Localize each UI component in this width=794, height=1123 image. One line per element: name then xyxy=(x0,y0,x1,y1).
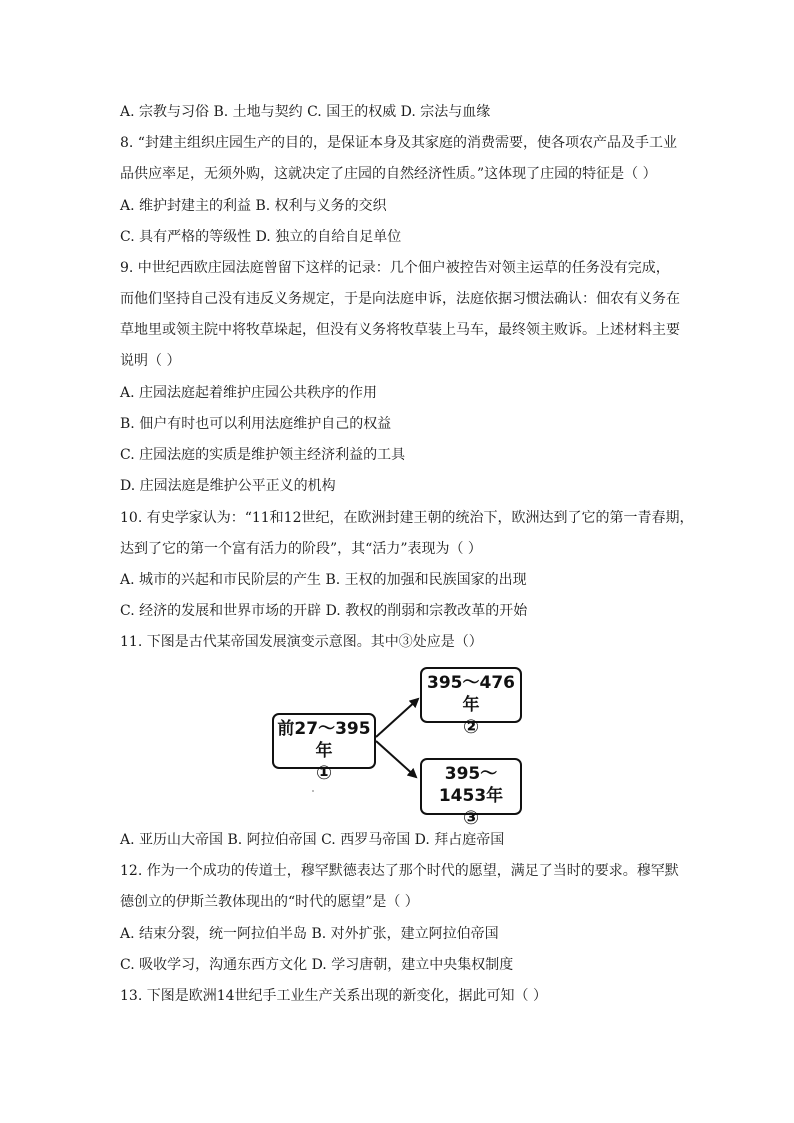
q10-options-cd: C. 经济的发展和世界市场的开辟 D. 教权的削弱和宗教改革的开始 xyxy=(120,603,528,619)
q9-stem-line3: 草地里或领主院中将牧草垛起，但没有义务将牧草装上马车，最终领主败诉。上述材料主要 xyxy=(120,322,680,338)
q7-options: A. 宗教与习俗 B. 土地与契约 C. 国王的权威 D. 宗法与血缘 xyxy=(120,104,491,120)
q9-option-d: D. 庄园法庭是维护公平正义的机构 xyxy=(120,478,336,494)
q9-stem-line2: 而他们坚持自己没有违反义务规定，于是向法庭申诉，法庭依据习惯法确认：佃农有义务在 xyxy=(120,291,680,307)
q9-option-c: C. 庄园法庭的实质是维护领主经济利益的工具 xyxy=(120,447,406,463)
q10-options-ab: A. 城市的兴起和市民阶层的产生 B. 王权的加强和民族国家的出现 xyxy=(120,572,527,588)
q13-stem: 13. 下图是欧洲14世纪手工业生产关系出现的新变化，据此可知（ ） xyxy=(120,988,547,1004)
diagram-box-3 xyxy=(420,758,522,829)
q10-stem-line2: 达到了它的第一个富有活力的阶段”，其“活力”表现为（ ） xyxy=(120,541,482,557)
q9-stem-line4: 说明（ ） xyxy=(120,353,181,369)
q8-options-ab: A. 维护封建主的利益 B. 权利与义务的交织 xyxy=(120,198,387,214)
box1-years: 前27～395年 xyxy=(277,719,371,761)
box1-mark: ① xyxy=(315,762,333,784)
q9-option-a: A. 庄园法庭起着维护庄园公共秩序的作用 xyxy=(120,385,378,401)
q12-stem-line1: 12. 作为一个成功的传道士，穆罕默德表达了那个时代的愿望，满足了当时的要求。穆罕默 xyxy=(120,863,679,879)
arrow-to-box3 xyxy=(376,741,416,777)
q11-options: A. 亚历山大帝国 B. 阿拉伯帝国 C. 西罗马帝国 D. 拜占庭帝国 xyxy=(120,832,505,848)
q12-options-ab: A. 结束分裂，统一阿拉伯半岛 B. 对外扩张，建立阿拉伯帝国 xyxy=(120,926,499,942)
q10-stem-line1: 10. 有史学家认为：“11和12世纪，在欧洲封建王朝的统治下，欧洲达到了它的第一青春期， xyxy=(120,510,694,526)
diagram-box-1 xyxy=(272,713,376,784)
scan-speck xyxy=(312,790,314,792)
box3-years: 395～1453年 xyxy=(438,764,504,806)
q9-option-b: B. 佃户有时也可以利用法庭维护自己的权益 xyxy=(120,416,392,432)
q8-stem-line1: 8. “封建主组织庄园生产的目的，是保证本身及其家庭的消费需要，使各项农产品及手工业 xyxy=(120,135,677,151)
q11-stem: 11. 下图是古代某帝国发展演变示意图。其中③处应是（） xyxy=(120,634,483,650)
q12-options-cd: C. 吸收学习，沟通东西方文化 D. 学习唐朝，建立中央集权制度 xyxy=(120,957,514,973)
q9-stem-line1: 9. 中世纪西欧庄园法庭曾留下这样的记录：几个佃户被控告对领主运草的任务没有完成， xyxy=(120,260,670,276)
box3-mark: ③ xyxy=(462,807,480,829)
q8-options-cd: C. 具有严格的等级性 D. 独立的自给自足单位 xyxy=(120,229,402,245)
box2-mark: ② xyxy=(462,716,480,738)
q12-stem-line2: 德创立的伊斯兰教体现出的“时代的愿望”是（ ） xyxy=(120,894,419,910)
box2-years: 395～476年 xyxy=(427,673,515,715)
empire-evolution-diagram xyxy=(270,665,530,829)
diagram-box-2 xyxy=(420,667,522,738)
q8-stem-line2: 品供应率足，无须外购，这就决定了庄园的自然经济性质。”这体现了庄园的特征是（ ） xyxy=(120,166,657,182)
arrow-to-box2 xyxy=(376,699,418,737)
